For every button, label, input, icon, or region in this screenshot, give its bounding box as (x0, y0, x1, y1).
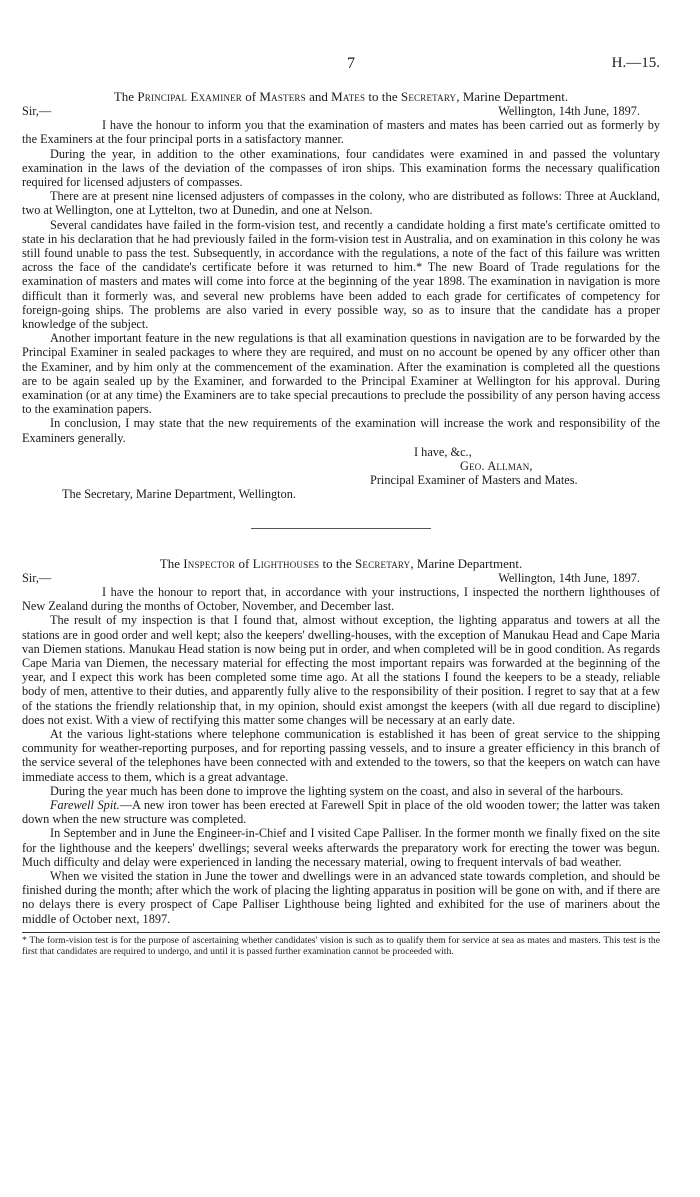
paragraph: I have the honour to inform you that the examination of masters and mates has been carried out as formerly by the Examiners at the four principal ports in a satisfactory manner. (22, 118, 660, 147)
section-divider (251, 528, 431, 529)
letter-title (22, 557, 660, 571)
letter-lighthouses (22, 557, 660, 926)
paragraph: The result of my inspection is that I found that, almost without exception, the lighting apparatus and towers at all the stations are in good order and well kept; also the keepers' dwelling-houses, with the exception of Manukau Head and Cape Maria van Diemen stations. Manukau Head station is now being put in order, and when completed will be in good condition. As regards Cape Maria van Diemen, the necessary material for effecting the most important repairs was forwarded at the beginning of the year, and I expect this work has been completed some time ago. At all the stations I found the keepers to be a steady, reliable body of men, attentive to their duties, and apparently fully alive to the responsibility of their position. I regret to say that at a few of the stations the friendly relationship that, in my opinion, should exist amongst the keepers (with all due regard to discipline) does not exist. With a view of rectifying this matter some changes will be necessary at an early date. (22, 613, 660, 727)
farewell-spit-heading: Farewell Spit. (50, 797, 120, 812)
title-word: to the (322, 555, 352, 571)
salutation: Sir,— (22, 104, 52, 119)
title-word: , Marine Department. (456, 89, 569, 104)
title-word: Secretary (400, 89, 457, 104)
letter-title (22, 90, 660, 104)
salutation: Sir,— (22, 570, 52, 585)
title-word: Mates (331, 89, 366, 104)
title-word: Inspector (183, 555, 236, 571)
farewell-spit-text: —A new iron tower has been erected at Farewell Spit in place of the old wooden tower; the latter was taken down when the new structure was completed. (22, 797, 660, 827)
title-word: to the (368, 89, 398, 104)
title-word: , Marine Department. (410, 555, 523, 571)
footnote: * The form-vision test is for the purpose of ascertaining whether candidates' vision is such as to qualify them for service at sea as mates and masters. This test is the first that candidates are required to undergo, and until it is passed further examination cannot be proceeded with. (22, 934, 660, 957)
page-number: 7 (347, 55, 355, 72)
title-word: of (238, 555, 250, 571)
paragraph: In conclusion, I may state that the new requirements of the examination will increase the work and responsibility of the Examiners generally. (22, 416, 660, 445)
title-word: Principal Examiner (137, 89, 243, 104)
title-word: and (309, 89, 328, 104)
title-word: Secretary (354, 555, 411, 571)
salutation-line (22, 571, 660, 585)
paragraph: In September and in June the Engineer-in-Chief and I visited Cape Palliser. In the former month we finally fixed on the site for the lighthouse and the keepers' dwellings; several weeks afterwards the preparatory work for erecting the tower was begun. Much difficulty and delay were experienced in landing the necessary material, owing to frequent intervals of bad weather. (22, 826, 660, 869)
letter-examiner (22, 90, 660, 502)
title-word: Masters (259, 89, 306, 104)
title-word: of (245, 89, 257, 104)
title-word: The (113, 89, 135, 104)
signature-title: Principal Examiner of Masters and Mates. (370, 473, 578, 488)
page-header (0, 55, 700, 75)
paragraph: Another important feature in the new regulations is that all examination questions in navigation are to be forwarded by the Principal Examiner in sealed packages to where they are required, and must on no account be opened by any officer other than the Examiner, and by him only at the commencement of the examination. After the examination is completed all the questions are to be again sealed up by the Examiner, and forwarded to the Principal Examiner at Wellington for his approval. During examination (or at any time) the Examiners are to take special precautions to preclude the possibility of any person having access to the examination papers. (22, 331, 660, 417)
closing: I have, &c., (414, 444, 472, 459)
title-word: Lighthouses (252, 555, 320, 571)
paragraph: At the various light-stations where telephone communication is established it has been of great service to the shipping community for weather-reporting purposes, and for reporting passing vessels, and to insure a greater efficiency in this branch of the service several of the telephones have been connected with and extended to the towers, so that the keepers on watch can have immediate access to them, which is a great advantage. (22, 726, 660, 784)
footnote-rule (22, 932, 660, 933)
recipient: The Secretary, Marine Department, Wellington. (62, 487, 296, 502)
letter-date: Wellington, 14th June, 1897. (498, 570, 640, 585)
letter-date: Wellington, 14th June, 1897. (498, 104, 640, 119)
page-body (22, 90, 660, 957)
paragraph: Several candidates have failed in the form-vision test, and recently a candidate holding a first mate's certificate omitted to state in his declaration that he had previously failed in the form-vision test in Australia, and on examination in this colony he was still found unable to pass the test. Subsequently, in accordance with the regulations, a note of the fact of this failure was written across the face of the candidate's certificate before it was returned to him.* The new Board of Trade regulations for the examination of masters and mates will come into force at the beginning of the year 1898. The examination in navigation is more difficult than it formerly was, and several new problems have been added to each grade for certificates of competency for foreign-going ships. The problems are also varied in every possible way, so as to insure that the candidate has a proper knowledge of the subject. (22, 217, 660, 332)
paragraph: During the year much has been done to improve the lighting system on the coast, and also in several of the harbours. (50, 783, 624, 798)
paragraph: There are at present nine licensed adjusters of compasses in the colony, who are distributed as follows: Three at Auckland, two at Wellington, one at Lyttelton, two at Dunedin, and one at Nelson. (22, 189, 660, 218)
document-reference: H.—15. (611, 55, 660, 71)
signature-name: Geo. Allman, (460, 459, 533, 474)
paragraph (22, 798, 660, 826)
salutation-line (22, 104, 660, 118)
paragraph: When we visited the station in June the tower and dwellings were in an advanced state towards completion, and should be finished during the month; after which the work of placing the lighting apparatus in position will be gone on with, and if there are no delays there is every prospect of Cape Palliser Lighthouse being lighted and exhibited for the use of mariners about the middle of October next, 1897. (22, 868, 660, 926)
title-word: The (159, 555, 180, 571)
paragraph: I have the honour to report that, in accordance with your instructions, I inspected the northern lighthouses of New Zealand during the months of October, November, and December last. (22, 584, 660, 614)
paragraph: During the year, in addition to the other examinations, four candidates were examined in and passed the voluntary examination in the laws of the deviation of the compasses of iron ships. This examination forms the necessary qualification required for licensed adjusters of compasses. (22, 146, 660, 190)
